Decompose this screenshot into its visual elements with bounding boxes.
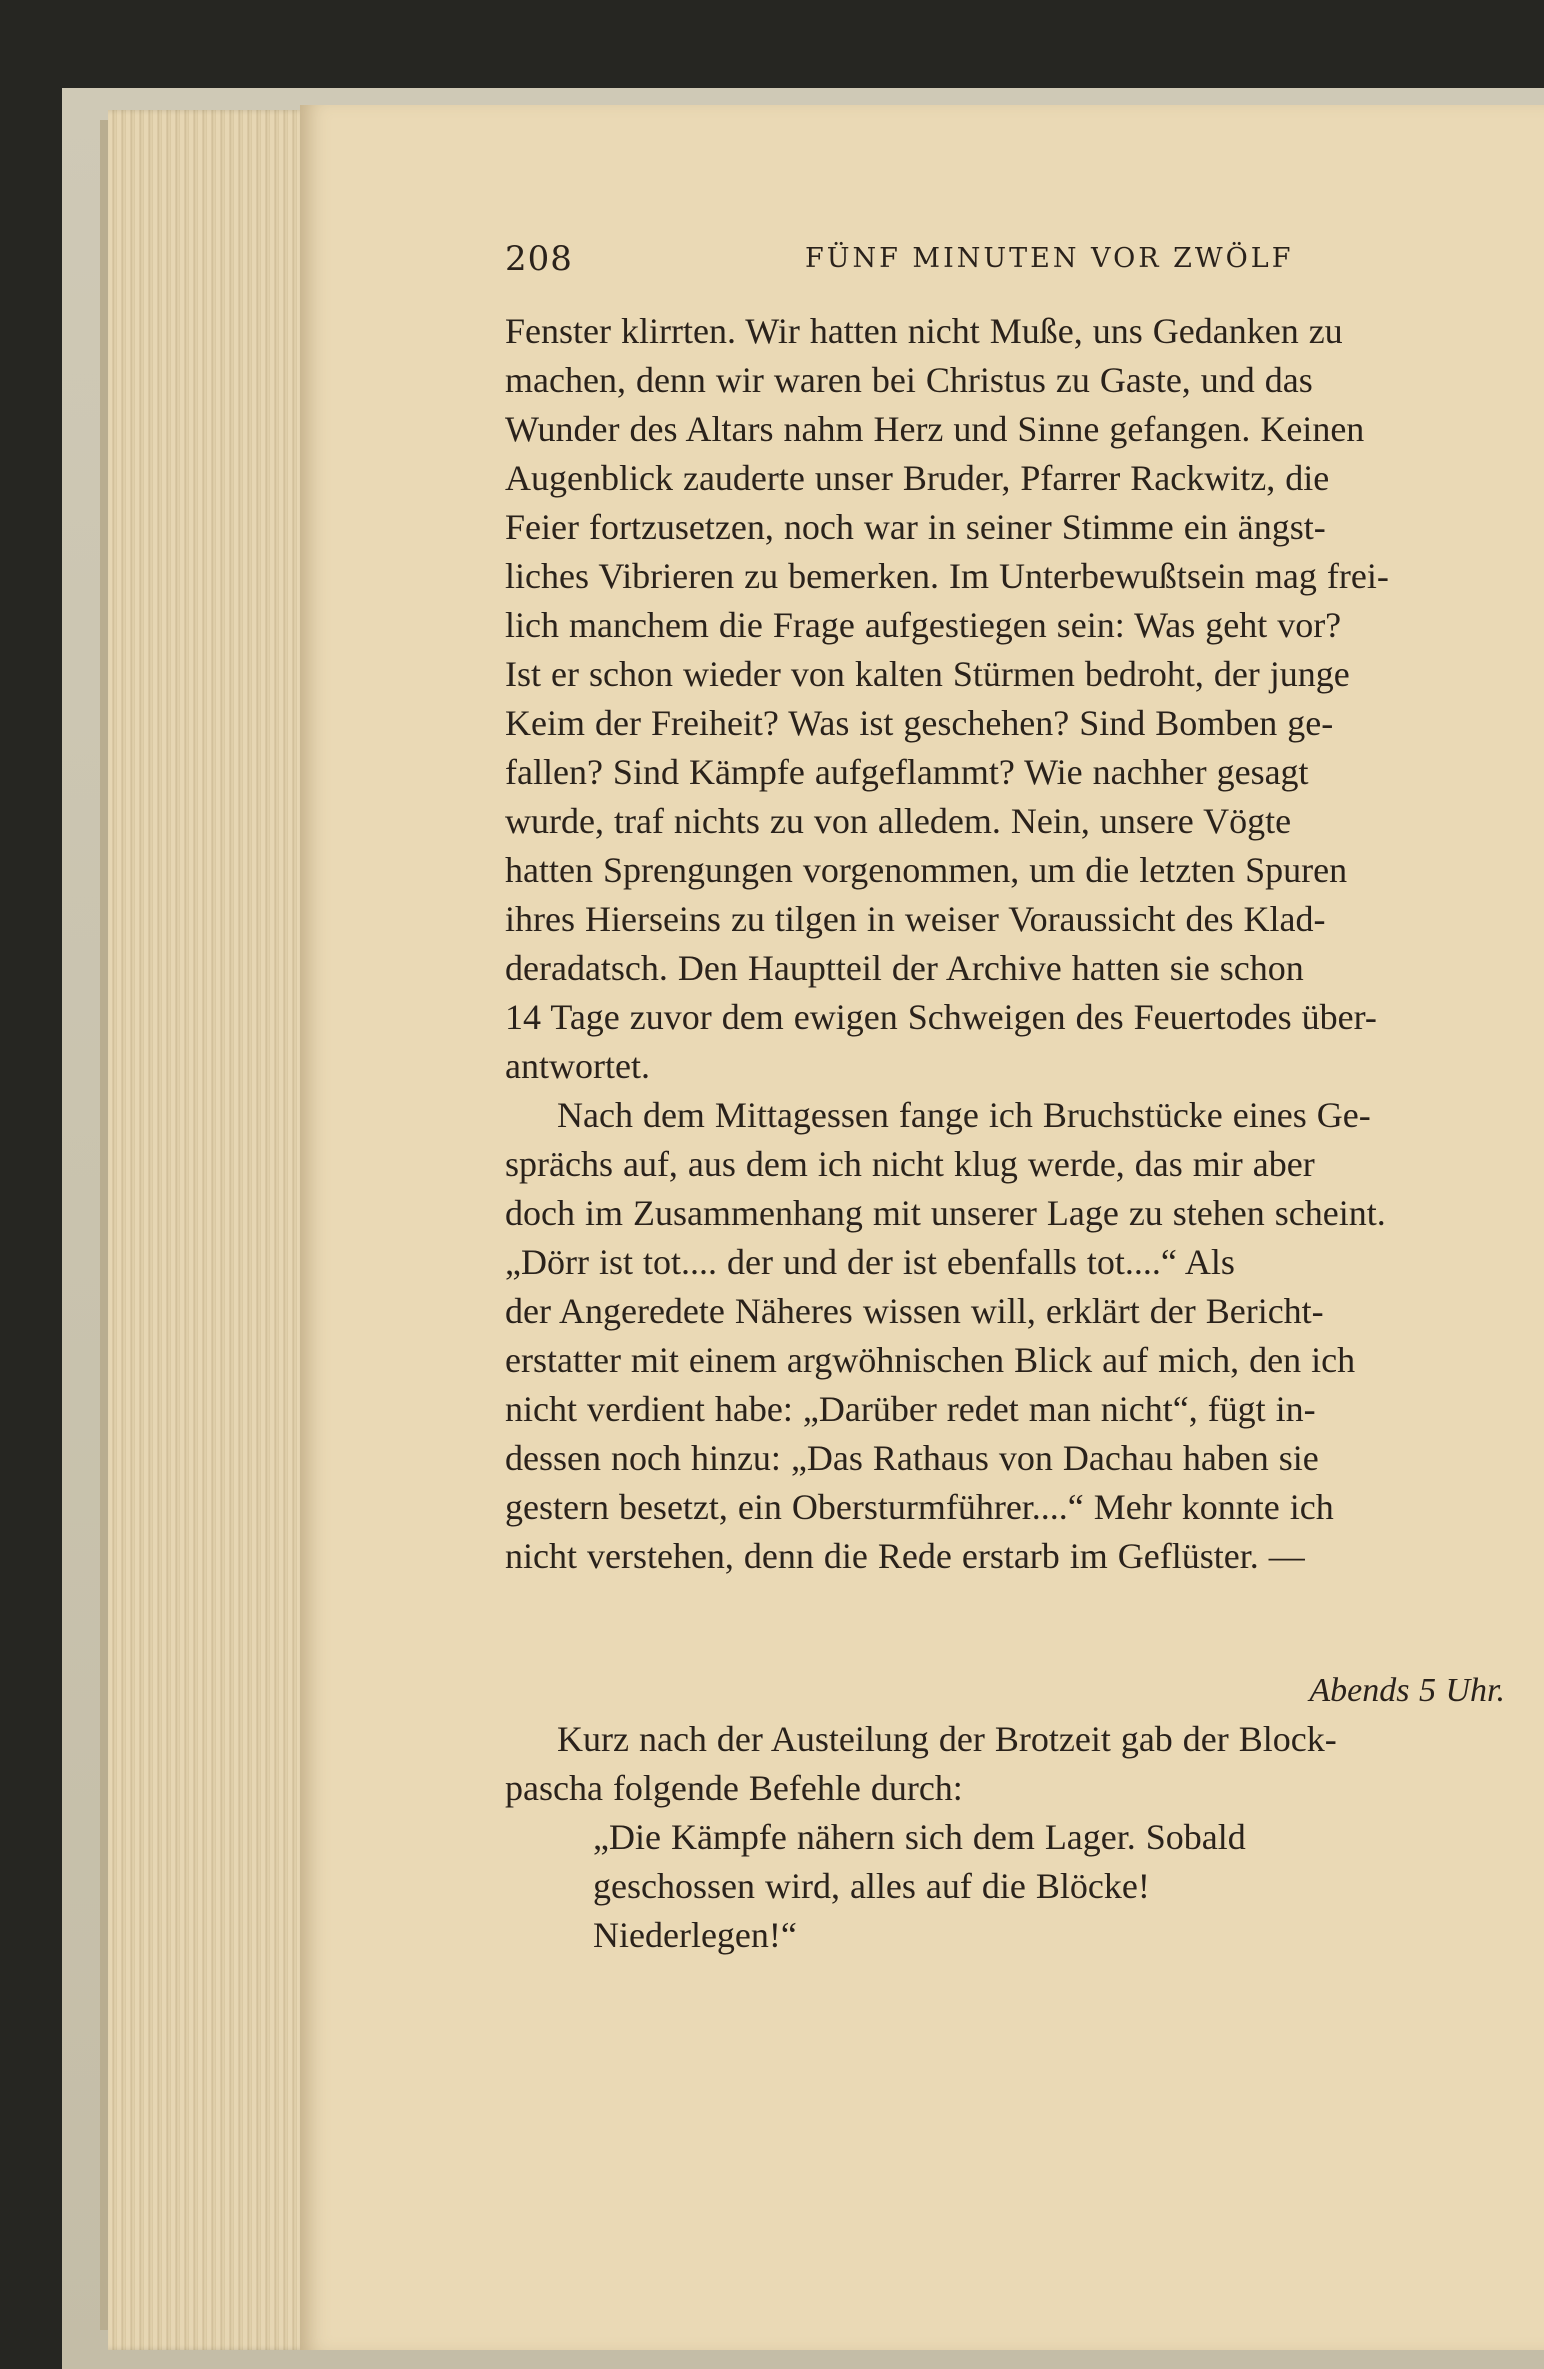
text-line: pascha folgende Befehle durch: [505, 1768, 963, 1808]
quote-line: geschossen wird, alles auf die Blöcke! [593, 1866, 1150, 1906]
quote-line: Niederlegen!“ [593, 1915, 797, 1955]
text-line: Feier fortzusetzen, noch war in seiner Stimme ein ängst- [505, 507, 1326, 547]
text-line: ihres Hierseins zu tilgen in weiser Voraussicht des Klad- [505, 899, 1326, 939]
dateline: Abends 5 Uhr. [1309, 1672, 1505, 1709]
text-line: Ist er schon wieder von kalten Stürmen bedroht, der junge [505, 654, 1350, 694]
page-number: 208 [505, 239, 573, 279]
text-line: der Angeredete Näheres wissen will, erklärt der Bericht- [505, 1291, 1324, 1331]
text-line: erstatter mit einem argwöhnischen Blick auf mich, den ich [505, 1340, 1356, 1380]
page-stack [108, 110, 308, 2350]
section-gap [505, 1581, 1505, 1666]
running-head [505, 235, 1505, 283]
page-content [505, 235, 1505, 1960]
text-line: liches Vibrieren zu bemerken. Im Unterbewußtsein mag frei- [505, 556, 1389, 596]
paragraph-1 [505, 307, 1505, 1091]
text-line: nicht verdient habe: „Darüber redet man nicht“, fügt in- [505, 1389, 1316, 1429]
text-line: lich manchem die Frage aufgestiegen sein: Was geht vor? [505, 605, 1342, 645]
text-line: Nach dem Mittagessen fange ich Bruchstücke eines Ge- [557, 1095, 1371, 1135]
text-line: nicht verstehen, denn die Rede erstarb im Geflüster. — [505, 1536, 1305, 1576]
text-line: gestern besetzt, ein Obersturmführer....“ Mehr konnte ich [505, 1487, 1334, 1527]
text-line: wurde, traf nichts zu von alledem. Nein, unsere Vögte [505, 801, 1292, 841]
text-line: deradatsch. Den Hauptteil der Archive hatten sie schon [505, 948, 1304, 988]
paragraph-2 [505, 1091, 1505, 1581]
text-line: machen, denn wir waren bei Christus zu Gaste, und das [505, 360, 1313, 400]
text-line: Kurz nach der Austeilung der Brotzeit gab der Block- [557, 1719, 1337, 1759]
text-line: „Dörr ist tot.... der und der ist ebenfalls tot....“ Als [505, 1242, 1235, 1282]
text-line: Fenster klirrten. Wir hatten nicht Muße, uns Gedanken zu [505, 311, 1343, 351]
text-line: antwortet. [505, 1046, 650, 1086]
text-line: Keim der Freiheit? Was ist geschehen? Sind Bomben ge- [505, 703, 1334, 743]
text-line: hatten Sprengungen vorgenommen, um die letzten Spuren [505, 850, 1348, 890]
text-line: doch im Zusammenhang mit unserer Lage zu stehen scheint. [505, 1193, 1386, 1233]
text-line: Augenblick zauderte unser Bruder, Pfarrer Rackwitz, die [505, 458, 1330, 498]
text-line: fallen? Sind Kämpfe aufgeflammt? Wie nachher gesagt [505, 752, 1309, 792]
quote-block [505, 1813, 1505, 1960]
quote-line: „Die Kämpfe nähern sich dem Lager. Sobald [593, 1817, 1246, 1857]
body-text [505, 307, 1505, 1960]
text-line: Wunder des Altars nahm Herz und Sinne gefangen. Keinen [505, 409, 1365, 449]
text-line: dessen noch hinzu: „Das Rathaus von Dachau haben sie [505, 1438, 1319, 1478]
text-line: 14 Tage zuvor dem ewigen Schweigen des Feuertodes über- [505, 997, 1377, 1037]
chapter-title: FÜNF MINUTEN VOR ZWÖLF [805, 243, 1294, 274]
text-line: sprächs auf, aus dem ich nicht klug werde, das mir aber [505, 1144, 1315, 1184]
paragraph-3 [505, 1715, 1505, 1813]
